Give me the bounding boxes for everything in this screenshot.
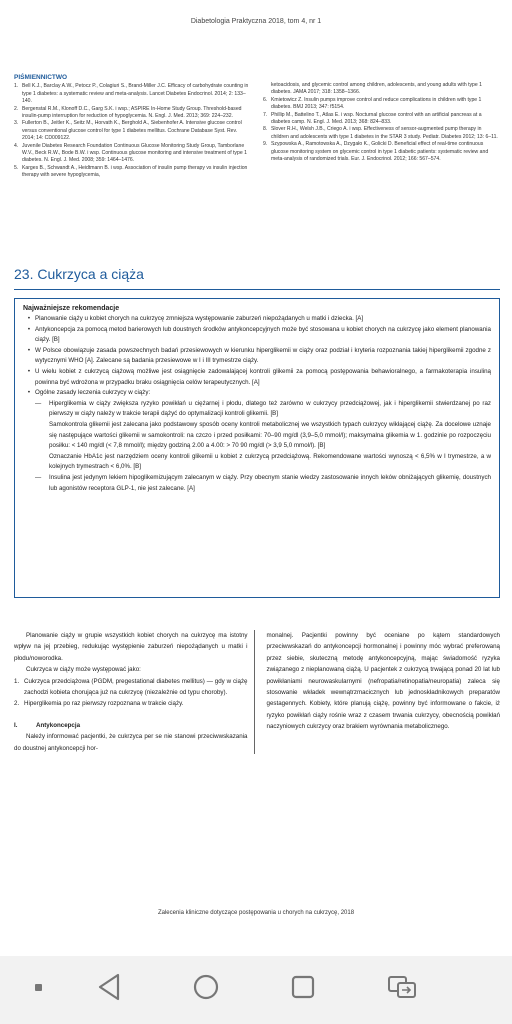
dash-icon: — xyxy=(35,473,42,481)
bullet-icon: • xyxy=(27,389,31,397)
android-navigation-bar xyxy=(0,956,512,1024)
recommendation-bullet: • Planowanie ciąży u kobiet chorych na cukrzycę zmniejsza występowanie zaburzeń niepożądanych u matki i dziecka. [A] xyxy=(23,314,491,325)
body-left-column xyxy=(14,630,255,754)
menu-dot-icon[interactable] xyxy=(35,984,42,991)
reference-item: 8. Slover R.H., Welsh J.B., Criego A. i wsp. Effectiveness of sensor-augmented pump therapy in children and adolescents with type 1 diabetes in the STAR 3 study. Pediatr. Diabetes 2012; 13: 6–11. xyxy=(263,126,498,140)
recommendations-box xyxy=(14,298,500,598)
recommendation-paragraph: Samokontrola glikemii jest zalecana jako podstawowy sposób oceny kontroli metabolicznej we wszystkich typach cukrzycy wikłającej ciążę. Za docelowe uznaje się następujące wartości glikemii w samokontroli: na czczo i przed posiłkami: 70–90 mg/dl (3,9–5,0 mmol/l); maksymalna glikemia w 1. godzinie po rozpoczęciu posiłku: < 140 mg/dl (< 7,8 mmol/l); między godziną 2.00 a 4.00: > 70 90 mg/dl (> 3,9 5,0 mmol/l). [B] xyxy=(49,420,491,450)
recommendation-subitem: — Insulina jest jedynym lekiem hipoglikemizującym zalecanym w ciąży. Przy obecnym stanie wiedzy zastosowanie innych leków obniżających glikemię, doustnych lub agonistów receptora GLP-1, nie jest zalecane. [A] xyxy=(35,473,491,494)
references-section xyxy=(14,74,500,180)
reference-item: 7. Phillip M., Battelino T., Atlas E. i wsp. Nocturnal glucose control with an artificial pancreas at a diabetes camp. N. Engl. J. Med. 2013; 368: 824–833. xyxy=(263,111,482,126)
bullet-icon: • xyxy=(27,325,31,333)
body-paragraph: Należy informować pacjentki, że cukrzyca per se nie stanowi przeciwwskazania do doustnej antykoncepcji hor- xyxy=(14,733,248,752)
body-text xyxy=(14,630,500,754)
page-footer: Zalecenia kliniczne dotyczące postępowania u chorych na cukrzycę, 2018 xyxy=(157,910,355,916)
back-icon[interactable] xyxy=(96,972,122,1002)
home-icon[interactable] xyxy=(192,973,220,1001)
recommendation-bullet: • Antykoncepcja za pomocą metod barierowych lub doustnych środków antykoncepcyjnych może być stosowana u kobiet chorych na cukrzycę jako element planowania ciąży. [B] xyxy=(23,325,491,346)
recommendation-subitem: — Hiperglikemia w ciąży zwiększa ryzyko powikłań u ciężarnej i płodu, dlatego też zarówno w cukrzycy przedciążowej, jak i hiperglikemii stwierdzanej po raz pierwszy w ciąży należy w trakcie terapii dążyć do optymalizacji kontroli glikemii. [B] xyxy=(35,399,491,420)
list-item: 2. Hiperglikemia po raz pierwszy rozpoznana w trakcie ciąży. xyxy=(14,700,184,708)
bullet-icon: • xyxy=(27,315,31,322)
recommendation-bullet: • U wielu kobiet z cukrzycą ciążową możliwe jest osiągnięcie zadowalającej kontroli glikemii za pomocą postępowania behawioralnego, a farmakoterapia insuliną powinna być wdrożona w przypadku braku osiągnięcia celów terapeutycznych. [A] xyxy=(23,367,491,388)
reference-item: 3. Fullerton B., Jeitler K., Seitz M., Horvath K., Berghold A., Siebenhofer A. Intensive glucose control versus conventional glucose control for type 1 diabetes mellitus. Cochrane Database Syst. Rev. 2014; 14: CD009122. xyxy=(14,120,242,142)
reference-item: 5. Karges B., Schwandt A., Heidtmann B. i wsp. Association of insulin pump therapy vs insulin injection therapy with severe hypoglycemia, xyxy=(14,164,248,179)
dash-icon: — xyxy=(35,399,42,407)
reference-item: 6. Kmietowicz Z. Insulin pumps improve control and reduce complications in children with type 1 diabetes. BMJ 2013; 347: f5154. xyxy=(263,96,482,111)
reference-item: 2. Bergenstal R.M., Klonoff D.C., Garg S.K. i wsp.; ASPIRE In-Home Study Group. Threshold-based insulin-pump interruption for reduction of hypoglycemia. N. Engl. J. Med. 2013; 369: 224–232. xyxy=(14,105,242,120)
list-item: 1. Cukrzyca przedciążowa (PGDM, pregestational diabetes mellitus) — gdy w ciążę zachodzi kobieta chorująca już na cukrzycę (niezależnie od typu choroby). xyxy=(14,677,248,697)
reference-item: 9. Szypowska A., Ramotowska A., Dzygało K., Golicki D. Beneficial effect of real-time continuous glucose monitoring system on glycemic control in type 1 diabetic patients: systematic review and meta-analysis of randomized trials. Eur. J. Endocrinol. 2012; 166: 567–574. xyxy=(263,141,489,163)
subsection-heading: I. Antykoncepcja xyxy=(14,721,81,729)
references-right-column xyxy=(263,74,500,180)
recents-icon[interactable] xyxy=(290,974,316,1000)
recommendation-bullet: • Ogólne zasady leczenia cukrzycy w ciąży: xyxy=(23,388,491,399)
title-divider xyxy=(14,289,500,290)
section-title: 23. Cukrzyca a ciąża xyxy=(14,266,144,282)
reference-item: 4. Juvenile Diabetes Research Foundation Continuous Glucose Monitoring Study Group, Tamborlane W.V., Beck R.W., Bode B.W. i wsp. Continuous glucose monitoring and intensive treatment of type 1 diabetes. N. Engl. J. Med. 2008; 359: 1464–1476. xyxy=(14,142,247,164)
body-right-column xyxy=(263,630,501,754)
bullet-icon: • xyxy=(27,346,31,354)
bullet-icon: • xyxy=(27,367,31,375)
recommendation-bullet: • W Polsce obowiązuje zasada powszechnych badań przesiewowych w kierunku hiperglikemii w ciąży oraz podział i kryteria rozpoznania takiej hiperglikemii zgodne z wytycznymi WHO [A]. Zalecane są badania przesiewowe w I i III trymestrze ciąży. xyxy=(23,346,491,367)
references-heading: PIŚMIENNICTWO xyxy=(14,74,68,81)
body-paragraph: Planowanie ciąży w grupie wszystkich kobiet chorych na cukrzycę ma istotny wpływ na jej przebieg, redukując występienie zaburzeń niepożądanych u matki i płodu/noworodka. xyxy=(14,632,248,662)
references-left-column xyxy=(14,74,251,180)
reference-item: 1. Bell K.J., Barclay A.W., Petocz P., Colagiuri S., Brand-Miller J.C. Efficacy of carbohydrate counting in type 1 diabetes: a systematic review and meta-analysis. Lancet Diabetes Endocrinol. 2014; 2: 133–140. xyxy=(14,83,249,105)
body-paragraph: monalnej. Pacjentki powinny być oceniane po kątem standardowych przeciwwskazań do antykoncepcji hormonalnej i powinny móc wybrać preferowaną przez siebie, skuteczną metodę antykoncepcyjną, mając świadomość ryzyka związanego z nieplanowaną ciążą. U pacjentek z cukrzycą trwającą ponad 20 lat lub powikłaniami neurowaskularnymi (nefropatia/retinopatia/neuropatia) zaleca się stosowanie wkładek wewnątrzmacicznych lub jednoskładnikowych preparatów gestagennych. Kobiety, które planują ciążę, powinny być informowane o fakcie, iż ryzyko powikłań ciąży rośnie wraz z czasem trwania cukrzycy, obecnością powikłań naczyniowych cukrzycy oraz brakiem wyrównania metabolicznego. xyxy=(266,632,500,731)
recommendations-title: Najważniejsze rekomendacje xyxy=(23,305,120,312)
recommendation-paragraph: Oznaczanie HbA1c jest narzędziem oceny kontroli glikemii u kobiet z cukrzycą przedciążową. Rekomendowane wartości wynoszą < 6,5% w I trymestrze, a w kolejnych trymestrach < 6,0%. [B] xyxy=(49,452,491,471)
reference-item: ketoacidosis, and glycemic control among children, adolescents, and young adults with type 1 diabetes. JAMA 2017; 318: 1358–1366. xyxy=(271,82,482,96)
running-header: Diabetologia Praktyczna 2018, tom 4, nr 1 xyxy=(190,18,322,25)
body-paragraph: Cukrzyca w ciąży może występować jako: xyxy=(26,666,141,674)
screen-mirror-icon[interactable] xyxy=(386,973,418,1001)
